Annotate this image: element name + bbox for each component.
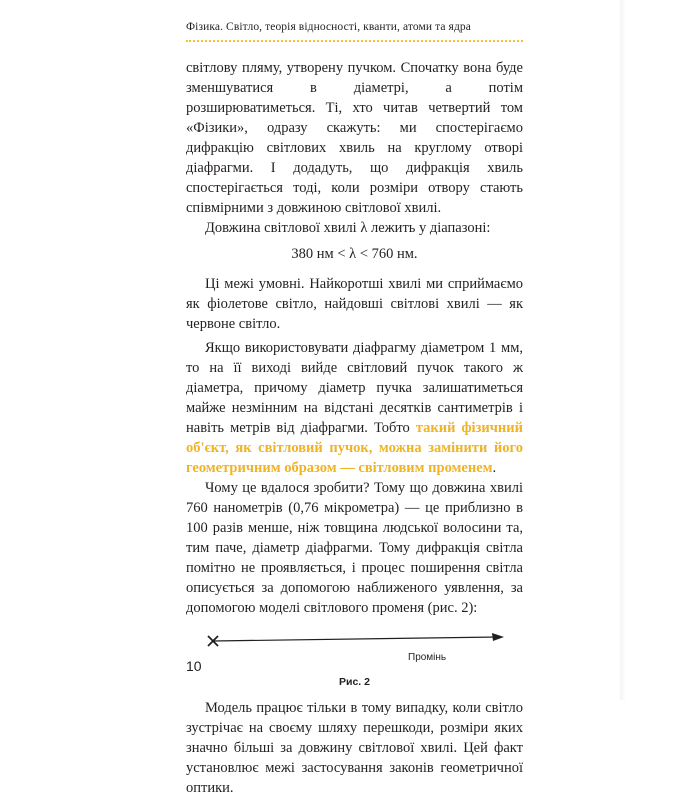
paragraph-4 [186,338,523,478]
paragraph-4-end: . [492,460,497,476]
running-header: Фізика. Світло, теорія відносності, кванти, атоми та ядра [186,21,471,33]
header-dotted-rule [186,40,523,42]
ray-line [213,637,498,641]
arrowhead-icon [492,633,504,641]
paragraph-4-start: Якщо використовувати діафрагму діаметром 1 мм, то на її виході вийде світловий пучок такого ж діаметра, причому діаметр пучка залишатиметься майже незмінним на відстані десятків сантиметрів і навіть метрів від діафрагми. Тобто [186,340,523,436]
light-ray-diagram [186,630,523,674]
page-body [186,58,523,798]
page-number: 10 [186,658,202,674]
paragraph-1: світлову пляму, утворену пучком. Спочатку вона буде зменшуватися в діаметрі, а потім розширюватиметься. Ті, хто читав четвертий том «Фізики», одразу скажуть: ми спостерігаємо дифракцію світлових хвиль на круглому отворі діафрагми. І додадуть, що дифракція хвиль спостерігається тоді, коли розміри отвору стають співмірними з довжиною світлової хвилі. [186,60,523,216]
paragraph-6: Модель працює тільки в тому випадку, коли світло зустрічає на своєму шляху перешкоди, розміри яких значно більші за довжину світлової хвилі. Цей факт установлює межі застосування законів геометричної оптики. [186,700,523,796]
paragraph-5: Чому це вдалося зробити? Тому що довжина хвилі 760 нанометрів (0,76 мікрометра) — це приблизно в 100 разів менше, ніж товщина людської волосини та, тим паче, діаметр діафрагми. Тому дифракція світла помітно не проявляється, і процес поширення світла описується за допомогою наближеного уявлення, за допомогою моделі світлового променя (рис. 2): [186,480,523,616]
paragraph-3: Ці межі умовні. Найкоротші хвилі ми сприймаємо як фіолетове світло, найдовші світлові хвилі — як червоне світло. [186,276,523,332]
ray-label: Промінь [408,652,447,663]
paragraph-2: Довжина світлової хвилі λ лежить у діапазоні: [205,220,491,236]
highlighted-definition: такий фізичний об'єкт, як світловий пучок, можна замінити його геометричним образом — світловим променем [186,420,523,476]
figure-caption: Рис. 2 [339,676,370,688]
page-edge-shadow [620,0,700,700]
wavelength-formula: 380 нм < λ < 760 нм. [291,246,418,262]
figure-2-light-ray [186,630,523,674]
